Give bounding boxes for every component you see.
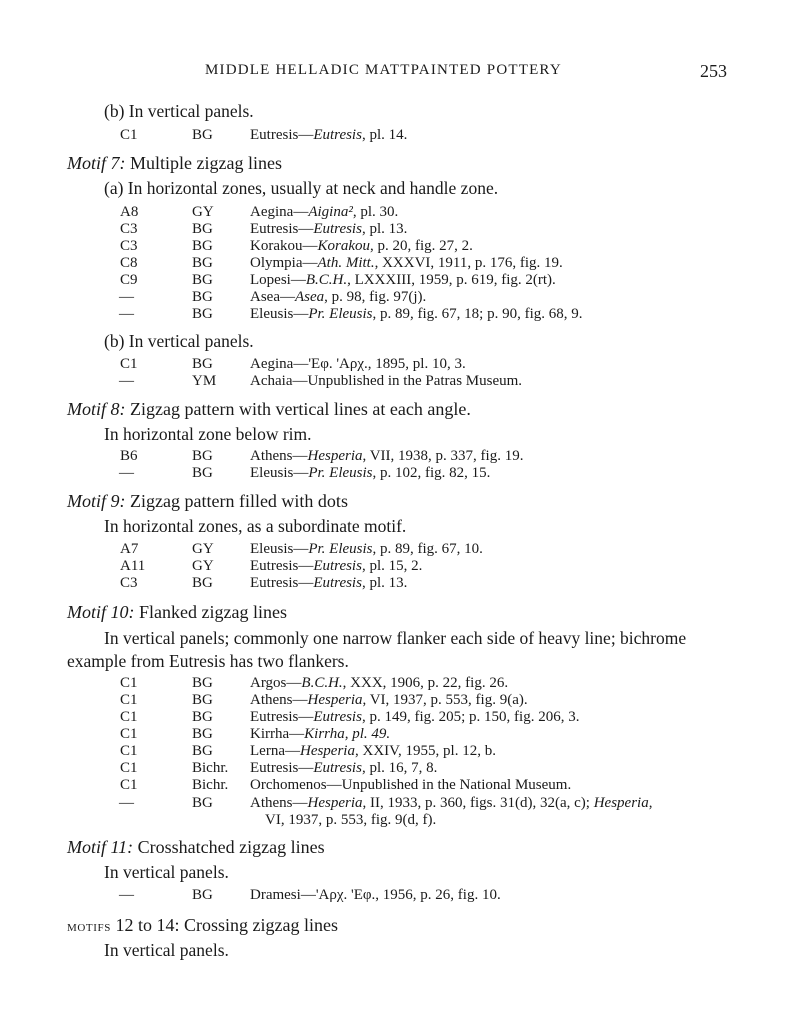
catalog-reference: Eleusis—Pr. Eleusis, p. 89, fig. 67, 18; p. 90, fig. 68, 9.	[250, 306, 583, 322]
catalog-code: —	[119, 465, 134, 481]
catalog-ware: BG	[192, 743, 213, 759]
catalog-reference: Eleusis—Pr. Eleusis, p. 102, fig. 82, 15.	[250, 465, 491, 481]
catalog-code: C1	[120, 760, 138, 776]
motif-heading	[67, 491, 348, 512]
catalog-code: —	[119, 373, 134, 389]
catalog-reference: Eutresis—Eutresis, pl. 13.	[250, 575, 408, 591]
motif-heading	[67, 602, 287, 623]
catalog-code: C1	[120, 743, 138, 759]
catalog-ware: BG	[192, 575, 213, 591]
catalog-reference: Eutresis—Eutresis, pl. 16, 7, 8.	[250, 760, 438, 776]
catalog-reference: Dramesi—'Αρχ. 'Εφ., 1956, p. 26, fig. 10.	[250, 887, 501, 903]
motif-heading	[67, 399, 471, 420]
catalog-code: A8	[120, 204, 139, 220]
catalog-ware: Bichr.	[192, 760, 229, 776]
catalog-code: C3	[120, 238, 138, 254]
motif-heading	[67, 153, 282, 174]
page-header	[0, 62, 790, 86]
catalog-ware: BG	[192, 692, 213, 708]
catalog-ware: BG	[192, 675, 213, 691]
catalog-ware: BG	[192, 448, 213, 464]
catalog-reference: Korakou—Korakou, p. 20, fig. 27, 2.	[250, 238, 473, 254]
catalog-reference: Athens—Hesperia, II, 1933, p. 360, figs. 31(d), 32(a, c); Hesperia,	[250, 795, 653, 811]
motif-label: Motif 11:	[67, 837, 134, 857]
catalog-code: —	[119, 306, 134, 322]
motif-label: Motif 8:	[67, 399, 126, 419]
catalog-reference: Eleusis—Pr. Eleusis, p. 89, fig. 67, 10.	[250, 541, 483, 557]
motif-label-number: 12 to 14:	[115, 915, 180, 935]
motif-title: Multiple zigzag lines	[130, 153, 282, 173]
catalog-code: C1	[120, 777, 138, 793]
catalog-ware: BG	[192, 887, 213, 903]
catalog-reference: Olympia—Ath. Mitt., XXXVI, 1911, p. 176, fig. 19.	[250, 255, 563, 271]
catalog-code: C1	[120, 726, 138, 742]
catalog-code: —	[119, 887, 134, 903]
catalog-reference: Achaia—Unpublished in the Patras Museum.	[250, 373, 523, 389]
catalog-reference: Kirrha—Kirrha, pl. 49.	[250, 726, 391, 742]
running-title: MIDDLE HELLADIC MATTPAINTED POTTERY	[205, 62, 562, 78]
subheading-vertical-panels: In vertical panels.	[104, 862, 229, 882]
motif-title: Crosshatched zigzag lines	[137, 837, 325, 857]
subheading-horizontal-zones: (a) In horizontal zones, usually at neck and handle zone.	[104, 178, 499, 198]
catalog-ware: YM	[192, 373, 217, 389]
subheading-vertical-panels: (b) In vertical panels.	[104, 101, 254, 121]
catalog-ware: BG	[192, 726, 213, 742]
catalog-reference: Asea—Asea, p. 98, fig. 97(j).	[250, 289, 427, 305]
catalog-code: C9	[120, 272, 138, 288]
motif-title: Crossing zigzag lines	[183, 915, 338, 935]
motif-title: Zigzag pattern filled with dots	[130, 491, 348, 511]
catalog-reference: Argos—B.C.H., XXX, 1906, p. 22, fig. 26.	[250, 675, 509, 691]
catalog-code: B6	[120, 448, 138, 464]
motif-title: Zigzag pattern with vertical lines at each angle.	[130, 399, 471, 419]
catalog-code: —	[119, 795, 134, 811]
catalog-ware: GY	[192, 558, 214, 574]
motif-label: motifs	[67, 918, 111, 935]
motif-heading	[67, 915, 338, 936]
catalog-code: C1	[120, 127, 138, 143]
catalog-reference: Aegina—Aigina², pl. 30.	[250, 204, 399, 220]
catalog-code: A11	[120, 558, 146, 574]
catalog-reference: Eutresis—Eutresis, p. 149, fig. 205; p. 150, fig. 206, 3.	[250, 709, 580, 725]
catalog-reference: Lopesi—B.C.H., LXXXIII, 1959, p. 619, fig. 2(rt).	[250, 272, 556, 288]
subheading-vertical-panels: (b) In vertical panels.	[104, 331, 254, 351]
motif-title: Flanked zigzag lines	[139, 602, 287, 622]
catalog-ware: BG	[192, 127, 213, 143]
page-number: 253	[700, 61, 727, 81]
catalog-code: C8	[120, 255, 138, 271]
catalog-code: C3	[120, 221, 138, 237]
subheading-horizontal-zones: In horizontal zones, as a subordinate motif.	[104, 516, 407, 536]
subheading-horizontal-zone: In horizontal zone below rim.	[104, 424, 312, 444]
motif-heading	[67, 837, 325, 858]
catalog-code: C1	[120, 356, 138, 372]
catalog-ware: BG	[192, 306, 213, 322]
catalog-code: —	[119, 289, 134, 305]
motif-label: Motif 7:	[67, 153, 126, 173]
motif-label: Motif 10:	[67, 602, 135, 622]
catalog-reference: Aegina—'Εφ. 'Αρχ., 1895, pl. 10, 3.	[250, 356, 466, 372]
catalog-ware: BG	[192, 221, 213, 237]
catalog-reference: Athens—Hesperia, VII, 1938, p. 337, fig. 19.	[250, 448, 524, 464]
catalog-reference: VI, 1937, p. 553, fig. 9(d, f).	[265, 812, 437, 828]
catalog-ware: BG	[192, 709, 213, 725]
catalog-ware: BG	[192, 795, 213, 811]
catalog-ware: BG	[192, 238, 213, 254]
catalog-reference: Lerna—Hesperia, XXIV, 1955, pl. 12, b.	[250, 743, 496, 759]
catalog-reference: Orchomenos—Unpublished in the National Museum.	[250, 777, 572, 793]
catalog-code: A7	[120, 541, 139, 557]
catalog-ware: BG	[192, 255, 213, 271]
catalog-ware: GY	[192, 204, 214, 220]
catalog-ware: Bichr.	[192, 777, 229, 793]
catalog-code: C1	[120, 692, 138, 708]
catalog-ware: GY	[192, 541, 214, 557]
motif-label: Motif 9:	[67, 491, 126, 511]
catalog-reference: Eutresis—Eutresis, pl. 15, 2.	[250, 558, 423, 574]
catalog-ware: BG	[192, 289, 213, 305]
catalog-code: C1	[120, 675, 138, 691]
catalog-ware: BG	[192, 272, 213, 288]
catalog-ware: BG	[192, 356, 213, 372]
catalog-ware: BG	[192, 465, 213, 481]
catalog-code: C3	[120, 575, 138, 591]
paragraph-line: In vertical panels; commonly one narrow flanker each side of heavy line; bichrome	[104, 628, 687, 648]
subheading-vertical-panels: In vertical panels.	[104, 940, 229, 960]
catalog-code: C1	[120, 709, 138, 725]
catalog-reference: Athens—Hesperia, VI, 1937, p. 553, fig. 9(a).	[250, 692, 528, 708]
catalog-reference: Eutresis—Eutresis, pl. 14.	[250, 127, 408, 143]
catalog-reference: Eutresis—Eutresis, pl. 13.	[250, 221, 408, 237]
paragraph-line: example from Eutresis has two flankers.	[67, 651, 349, 671]
